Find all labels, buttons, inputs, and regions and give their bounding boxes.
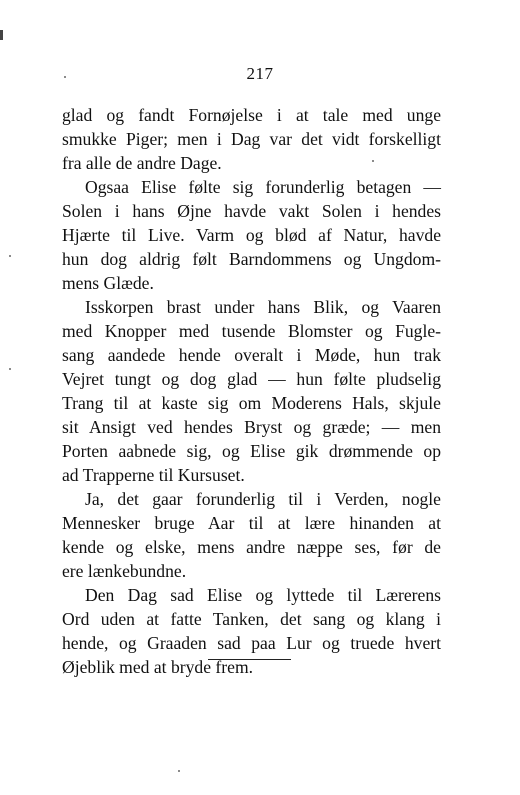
paragraph <box>62 295 441 487</box>
text-line: med Knopper med tusende Blomster og Fugle- <box>62 321 441 341</box>
text-line: kende og elske, mens andre næppe ses, før de <box>62 537 441 557</box>
page-number: 217 <box>246 64 274 83</box>
text-line: Øjeblik med at bryde frem. <box>62 657 254 677</box>
text-line: Porten aabnede sig, og Elise gik drømmende op <box>62 441 441 461</box>
body-text <box>62 103 441 679</box>
text-line: fra alle de andre Dage. <box>62 153 222 173</box>
text-line: Ja, det gaar forunderlig til i Verden, nogle <box>85 489 441 509</box>
section-divider <box>208 659 291 660</box>
text-line: sang aandede hende overalt i Møde, hun trak <box>62 345 441 365</box>
paragraph <box>62 103 441 175</box>
speck <box>9 368 11 370</box>
text-line: sit Ansigt ved hendes Bryst og græde; — men <box>62 417 441 437</box>
text-line: smukke Piger; men i Dag var det vidt forskelligt <box>62 129 441 149</box>
text-line: hun dog aldrig følt Barndommens og Ungdom- <box>62 249 441 269</box>
text-line: mens Glæde. <box>62 273 154 293</box>
paragraph <box>62 583 441 679</box>
text-line: Vejret tungt og dog glad — hun følte pludselig <box>62 369 441 389</box>
speck <box>9 255 11 257</box>
speck <box>178 770 180 772</box>
text-line: Trang til at kaste sig om Moderens Hals, skjule <box>62 393 441 413</box>
paragraph <box>62 175 441 295</box>
text-line: Den Dag sad Elise og lyttede til Lærerens <box>85 585 441 605</box>
edge-mark <box>0 30 3 40</box>
text-line: ere lænkebundne. <box>62 561 187 581</box>
text-line: Ogsaa Elise følte sig forunderlig betagen — <box>85 177 441 197</box>
text-line: Isskorpen brast under hans Blik, og Vaaren <box>85 297 441 317</box>
text-line: ad Trapperne til Kursuset. <box>62 465 245 485</box>
text-line: Mennesker bruge Aar til at lære hinanden at <box>62 513 441 533</box>
text-line: Ord uden at fatte Tanken, det sang og klang i <box>62 609 441 629</box>
text-line: Solen i hans Øjne havde vakt Solen i hendes <box>62 201 441 221</box>
text-line: hende, og Graaden sad paa Lur og truede hvert <box>62 633 441 653</box>
text-line: glad og fandt Fornøjelse i at tale med unge <box>62 105 441 125</box>
text-line: Hjærte til Live. Varm og blød af Natur, havde <box>62 225 441 245</box>
paragraph <box>62 487 441 583</box>
